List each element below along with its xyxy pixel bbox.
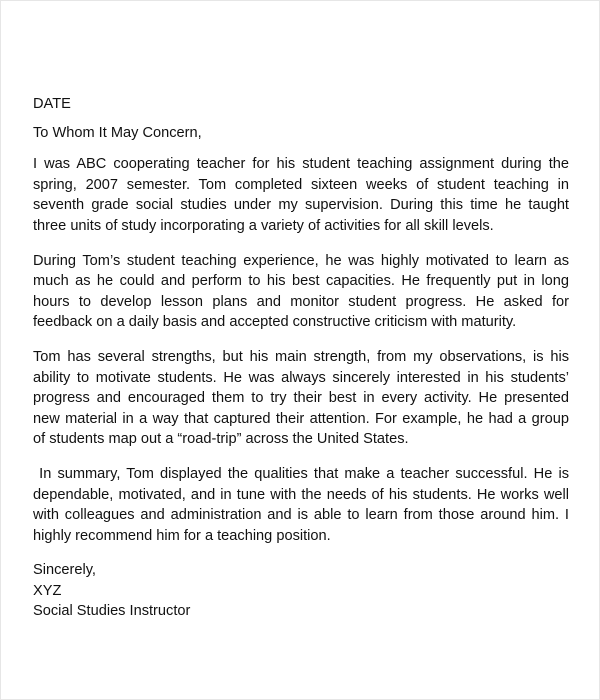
paragraph-4 (33, 464, 569, 546)
paragraph-3 (33, 347, 569, 450)
paragraph-line: progress and encouraged them to try their best in every activity. He presented (33, 390, 569, 407)
paragraph-line: spring, 2007 semester. Tom completed sixteen weeks of student teaching in (33, 176, 569, 193)
paragraph-line: seventh grade social studies under my supervision. During this time he taught (33, 197, 569, 214)
paragraph-line: dependable, motivated, and in tune with the needs of his students. He works well (33, 486, 569, 503)
paragraph-line: feedback on a daily basis and accepted constructive criticism with maturity. (33, 314, 517, 331)
paragraph-line: highly recommend him for a teaching position. (33, 527, 331, 544)
paragraph-line: In summary, Tom displayed the qualities that make a teacher successful. He is (33, 465, 569, 482)
paragraph-line: Tom has several strengths, but his main strength, from my observations, is his (33, 348, 569, 365)
paragraph-line: with colleagues and administration and is able to learn from those around him. I (33, 507, 569, 524)
letter-closing: Sincerely, (33, 562, 96, 579)
signer-title: Social Studies Instructor (33, 603, 191, 620)
paragraph-line: much as he could and perform to his best capacities. He frequently put in long (33, 273, 569, 290)
letter-body (33, 94, 569, 622)
paragraph-line: ability to motivate students. He was always sincerely interested in his students’ (33, 369, 569, 386)
paragraph-line: three units of study incorporating a variety of activities for all skill levels. (33, 217, 494, 234)
paragraph-line: of students map out a “road-trip” across the United States. (33, 431, 409, 448)
paragraph-line: hours to develop lesson plans and monitor student progress. He asked for (33, 293, 569, 310)
paragraph-2 (33, 251, 569, 333)
signer-name: XYZ (33, 582, 62, 599)
paragraph-line: I was ABC cooperating teacher for his student teaching assignment during the (33, 156, 569, 173)
paragraph-line: During Tom’s student teaching experience, he was highly motivated to learn as (33, 252, 569, 269)
letter-date: DATE (33, 96, 71, 112)
paragraph-1 (33, 154, 569, 236)
paragraph-line: new material in a way that captured their attention. For example, he had a group (33, 410, 569, 427)
letter-salutation: To Whom It May Concern, (33, 124, 202, 141)
